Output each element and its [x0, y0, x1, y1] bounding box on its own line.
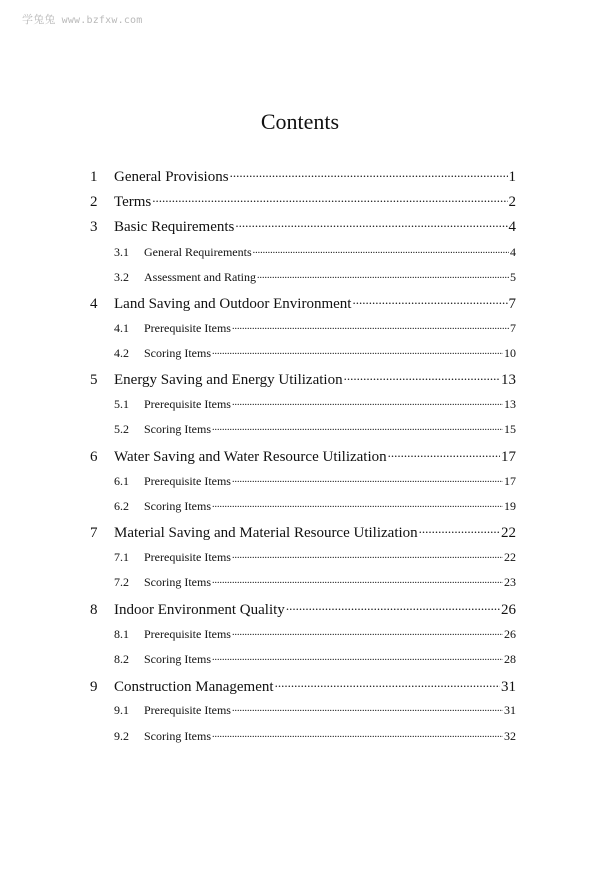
toc-entry-number: 5.1 — [114, 397, 129, 411]
toc-entry-6-2[interactable] — [114, 498, 516, 514]
toc-entry-number: 6 — [90, 449, 98, 465]
toc-entry-number: 4.2 — [114, 346, 129, 360]
toc-entry-label: Scoring Items — [144, 729, 211, 743]
toc-entry-6[interactable] — [90, 446, 516, 466]
toc-entry-label: Construction Management — [114, 679, 274, 695]
toc-entry-label: Water Saving and Water Resource Utilization — [114, 449, 387, 465]
toc-entry-page: 7 — [508, 296, 516, 312]
toc-entry-number: 8 — [90, 602, 98, 618]
toc-entry-1[interactable] — [90, 166, 516, 186]
toc-entry-label: Prerequisite Items — [144, 627, 231, 641]
toc-entry-9-1[interactable] — [114, 702, 516, 718]
toc-entry-label: Terms — [114, 194, 152, 210]
toc-entry-number: 7 — [90, 525, 98, 541]
dot-leader — [232, 626, 503, 638]
toc-entry-label: Indoor Environment Quality — [114, 602, 285, 618]
toc-entry-page: 28 — [504, 652, 516, 666]
toc-entry-page: 15 — [504, 422, 516, 436]
toc-entry-number: 7.1 — [114, 550, 129, 564]
toc-entry-4-2[interactable] — [114, 345, 516, 361]
toc-entry-number: 3.1 — [114, 245, 129, 259]
toc-entry-label: Prerequisite Items — [144, 397, 231, 411]
toc-entry-label: General Provisions — [114, 169, 229, 185]
toc-entry-number: 3.2 — [114, 270, 129, 284]
toc-entry-5-1[interactable] — [114, 396, 516, 412]
toc-entry-number: 6.2 — [114, 499, 129, 513]
toc-entry-label: Prerequisite Items — [144, 550, 231, 564]
toc-entry-page: 22 — [501, 525, 516, 541]
dot-leader — [232, 473, 503, 485]
toc-entry-label: Basic Requirements — [114, 219, 235, 235]
toc-entry-page: 17 — [501, 449, 516, 465]
dot-leader — [286, 599, 500, 614]
toc-entry-label: Energy Saving and Energy Utilization — [114, 372, 343, 388]
watermark-url: www.bzfxw.com — [61, 15, 143, 26]
dot-leader — [212, 498, 503, 510]
toc-entry-4-1[interactable] — [114, 320, 516, 336]
dot-leader — [388, 446, 500, 461]
toc-entry-page: 17 — [504, 474, 516, 488]
toc-entry-9-2[interactable] — [114, 728, 516, 744]
toc-entry-number: 1 — [90, 169, 98, 185]
toc-entry-number: 2 — [90, 194, 98, 210]
toc-entry-page: 22 — [504, 550, 516, 564]
toc-entry-label: Prerequisite Items — [144, 703, 231, 717]
dot-leader — [212, 421, 503, 433]
toc-entry-5-2[interactable] — [114, 421, 516, 437]
toc-entry-page: 26 — [501, 602, 516, 618]
dot-leader — [257, 269, 509, 281]
toc-entry-number: 9.1 — [114, 703, 129, 717]
toc-entry-6-1[interactable] — [114, 473, 516, 489]
toc-entry-page: 23 — [504, 575, 516, 589]
dot-leader — [232, 396, 503, 408]
toc-entry-label: Assessment and Rating — [144, 270, 256, 284]
toc-entry-page: 7 — [510, 321, 516, 335]
toc-entry-number: 8.2 — [114, 652, 129, 666]
toc-entry-page: 26 — [504, 627, 516, 641]
toc-entry-label: Land Saving and Outdoor Environment — [114, 296, 352, 312]
toc-entry-label: Material Saving and Material Resource Utilization — [114, 525, 418, 541]
dot-leader — [344, 369, 500, 384]
toc-entry-number: 4.1 — [114, 321, 129, 335]
watermark-brand: 学兔兔 — [22, 13, 56, 26]
toc-entry-8[interactable] — [90, 599, 516, 619]
toc-entry-7-1[interactable] — [114, 549, 516, 565]
toc-entry-number: 4 — [90, 296, 98, 312]
toc-entry-number: 5.2 — [114, 422, 129, 436]
toc-entry-number: 6.1 — [114, 474, 129, 488]
toc-entry-label: Scoring Items — [144, 652, 211, 666]
dot-leader — [419, 522, 500, 537]
toc-entry-2[interactable] — [90, 191, 516, 211]
toc-entry-page: 19 — [504, 499, 516, 513]
dot-leader — [352, 293, 507, 308]
toc-entry-label: Scoring Items — [144, 346, 211, 360]
toc-entry-page: 2 — [508, 194, 516, 210]
toc-entry-9[interactable] — [90, 676, 516, 696]
dot-leader — [235, 216, 507, 231]
dot-leader — [212, 574, 503, 586]
toc-entry-number: 9 — [90, 679, 98, 695]
toc-entry-number: 9.2 — [114, 729, 129, 743]
dot-leader — [232, 702, 503, 714]
toc-entry-page: 4 — [510, 245, 516, 259]
dot-leader — [253, 244, 509, 256]
dot-leader — [232, 320, 509, 332]
dot-leader — [230, 166, 508, 181]
toc-entry-8-1[interactable] — [114, 626, 516, 642]
toc-entry-label: Scoring Items — [144, 499, 211, 513]
toc-entry-number: 8.1 — [114, 627, 129, 641]
toc-entry-number: 3 — [90, 219, 98, 235]
toc-entry-8-2[interactable] — [114, 651, 516, 667]
watermark — [22, 11, 142, 27]
toc-entry-page: 31 — [504, 703, 516, 717]
toc-entry-4[interactable] — [90, 293, 516, 313]
toc-entry-3[interactable] — [90, 216, 516, 236]
toc-entry-5[interactable] — [90, 369, 516, 389]
dot-leader — [212, 651, 503, 663]
toc-entry-page: 13 — [504, 397, 516, 411]
toc-entry-page: 5 — [510, 270, 516, 284]
toc-entry-3-2[interactable] — [114, 269, 516, 285]
toc-entry-page: 4 — [508, 219, 516, 235]
dot-leader — [212, 345, 503, 357]
toc-entry-label: Scoring Items — [144, 422, 211, 436]
toc-entry-page: 1 — [508, 169, 516, 185]
toc-entry-label: Scoring Items — [144, 575, 211, 589]
toc-entry-label: Prerequisite Items — [144, 321, 231, 335]
dot-leader — [212, 728, 503, 740]
toc-entry-number: 7.2 — [114, 575, 129, 589]
dot-leader — [232, 549, 503, 561]
toc-entry-7-2[interactable] — [114, 574, 516, 590]
toc-entry-label: Prerequisite Items — [144, 474, 231, 488]
dot-leader — [152, 191, 507, 206]
toc-entry-7[interactable] — [90, 522, 516, 542]
toc-entry-page: 10 — [504, 346, 516, 360]
toc-entry-label: General Requirements — [144, 245, 252, 259]
toc-entry-page: 31 — [501, 679, 516, 695]
toc-entry-page: 32 — [504, 729, 516, 743]
toc-entry-page: 13 — [501, 372, 516, 388]
dot-leader — [275, 676, 500, 691]
page-title: Contents — [260, 109, 340, 134]
toc-entry-3-1[interactable] — [114, 244, 516, 260]
toc-entry-number: 5 — [90, 372, 98, 388]
